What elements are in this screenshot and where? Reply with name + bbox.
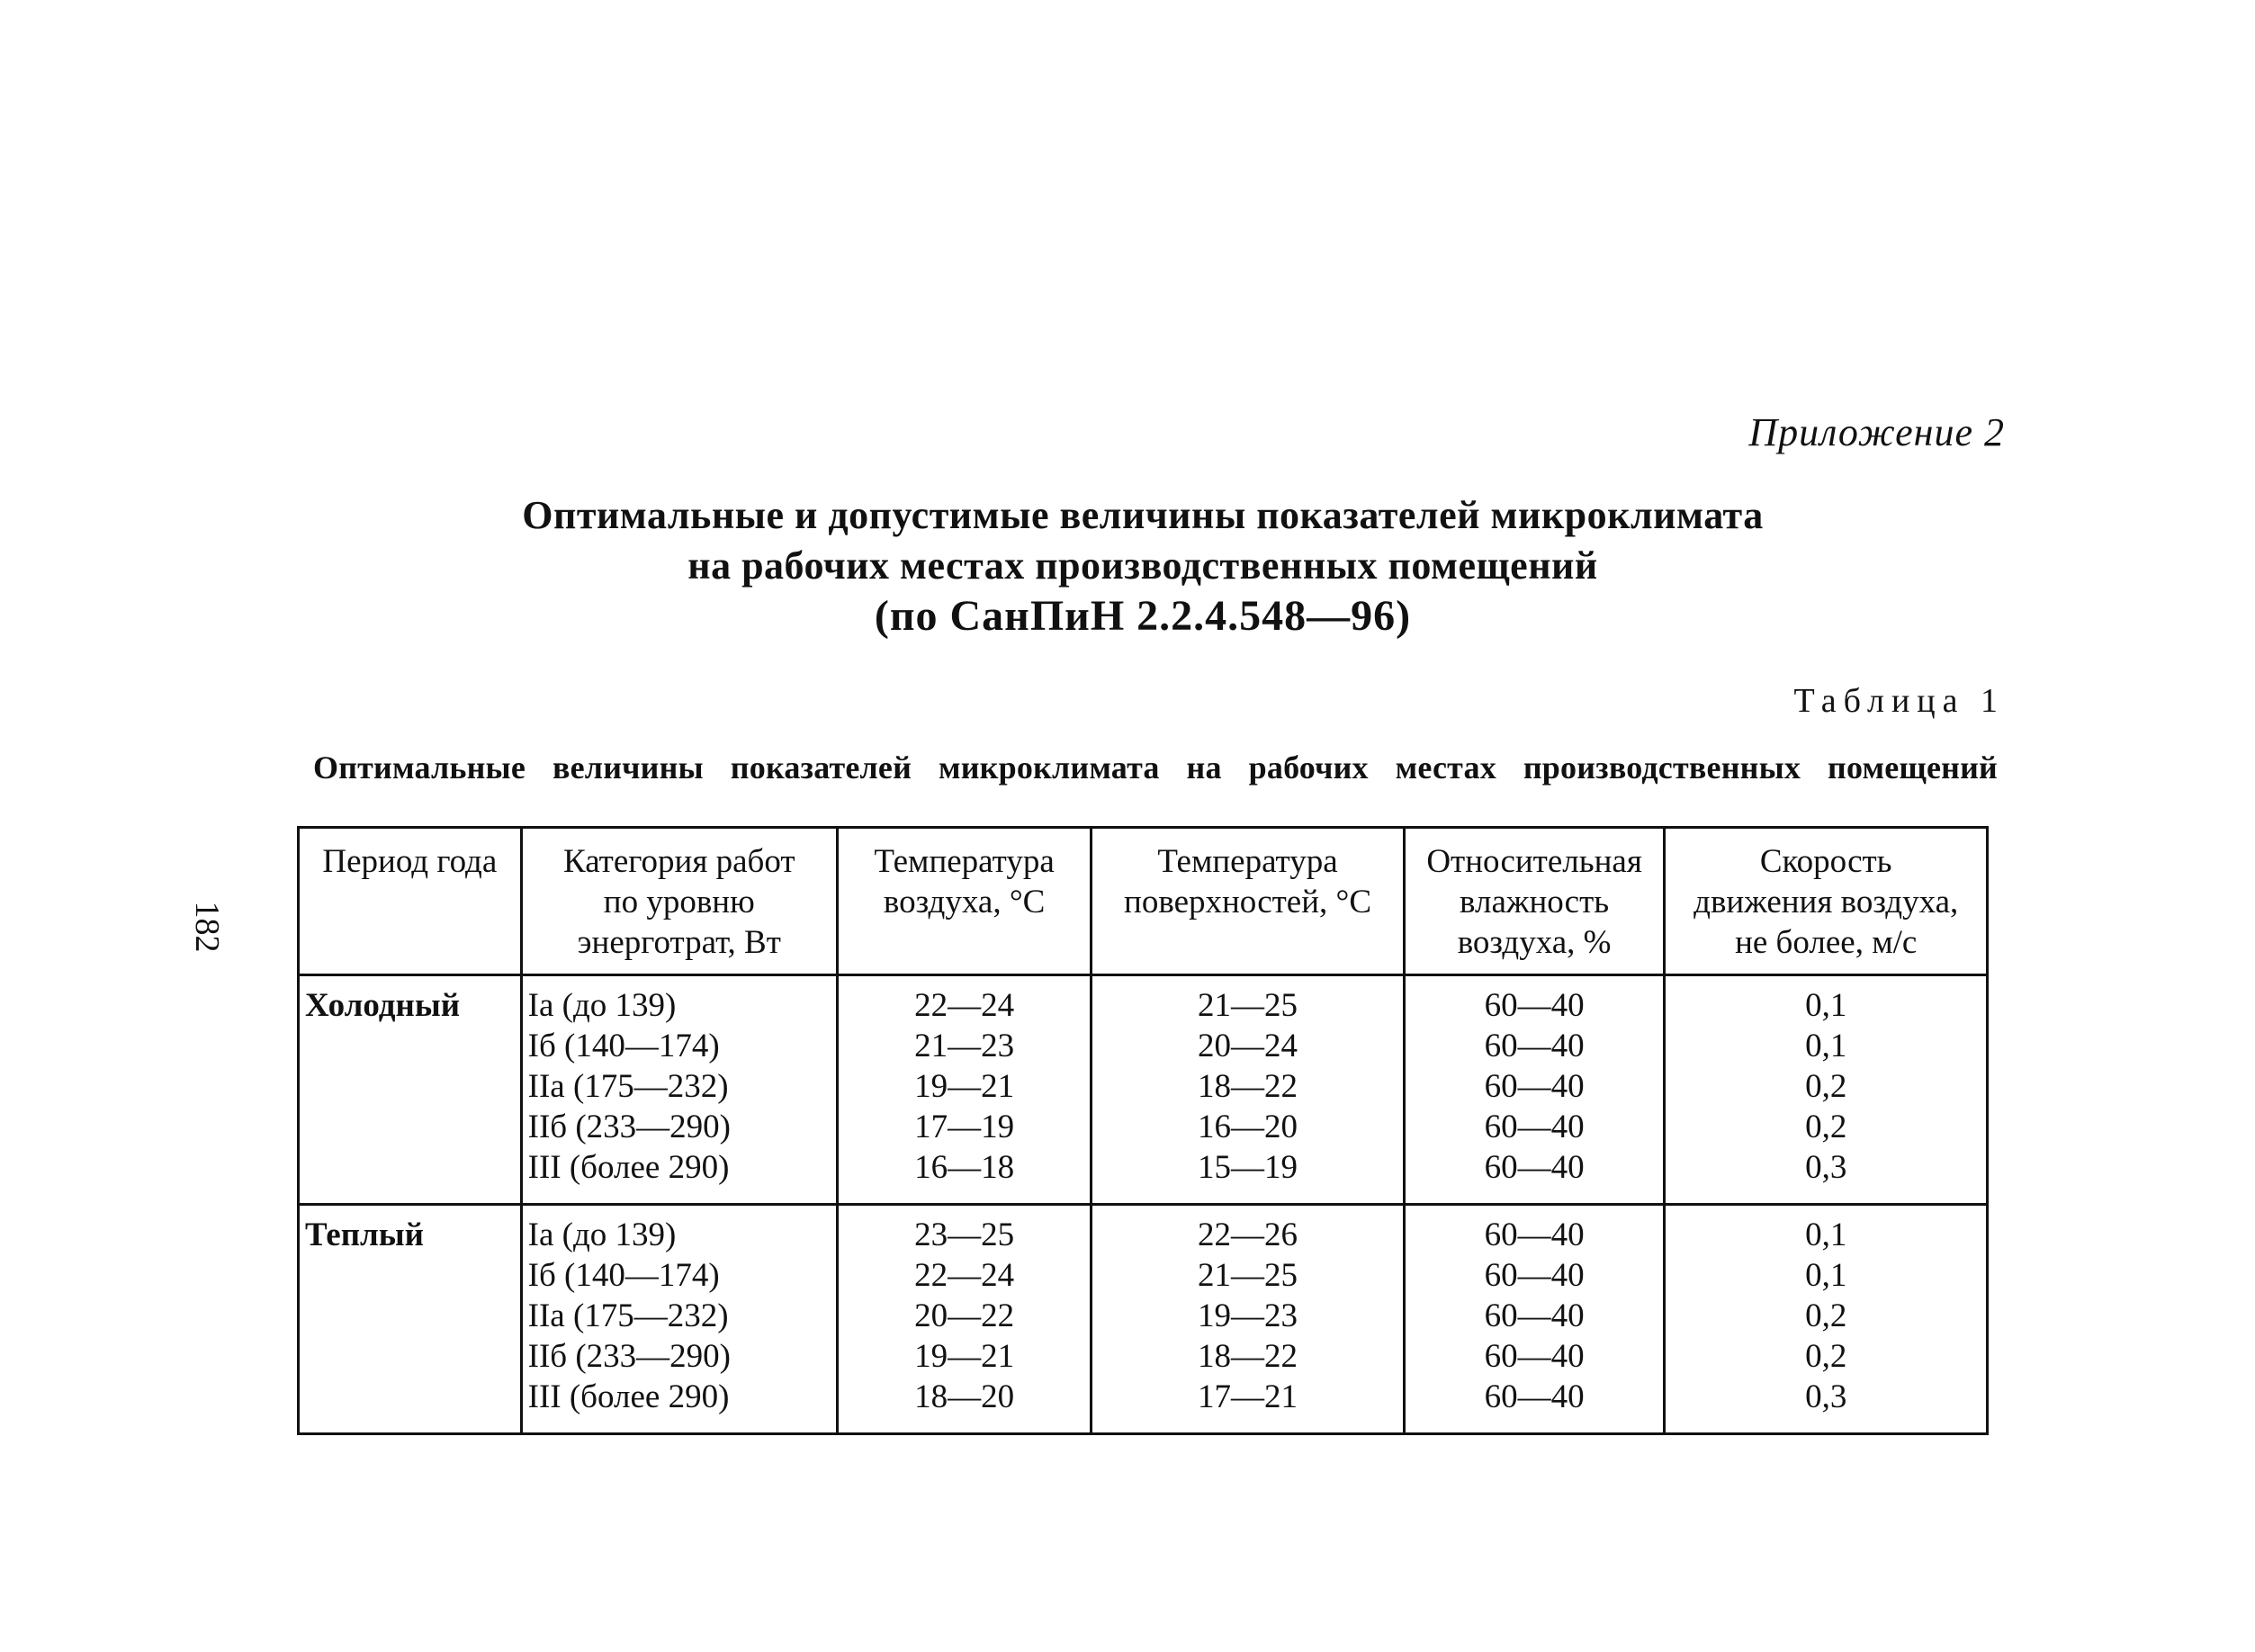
category-value: IIа (175—232) bbox=[527, 1068, 729, 1105]
table-row-cold bbox=[299, 975, 1988, 1205]
surface-temp-value: 21—25 bbox=[1198, 987, 1298, 1024]
microclimate-table bbox=[297, 826, 1989, 1435]
document-title bbox=[360, 490, 1926, 642]
header-category-line: по уровню bbox=[603, 884, 755, 920]
header-air-temp-line: воздуха, °С bbox=[883, 884, 1046, 920]
air-temp-value: 23—25 bbox=[914, 1217, 1015, 1253]
air-speed-value: 0,2 bbox=[1805, 1109, 1847, 1145]
air-temp-value: 19—21 bbox=[914, 1338, 1015, 1375]
title-line-2: на рабочих местах производственных помещений bbox=[687, 543, 1598, 588]
category-value: III (более 290) bbox=[527, 1378, 730, 1415]
air-temp-cell bbox=[837, 975, 1091, 1205]
air-temp-value: 20—22 bbox=[914, 1297, 1015, 1334]
table-row-warm bbox=[299, 1205, 1988, 1434]
title-line-1: Оптимальные и допустимые величины показателей микроклимата bbox=[522, 493, 1764, 537]
table-caption: Оптимальные величины показателей микроклимата на рабочих местах производственных помещений bbox=[313, 750, 1998, 786]
header-surface-temp bbox=[1092, 828, 1404, 975]
air-speed-value: 0,2 bbox=[1805, 1068, 1847, 1105]
category-value: IIб (233—290) bbox=[527, 1109, 732, 1145]
header-category-line: энерготрат, Вт bbox=[577, 924, 781, 961]
air-temp-value: 22—24 bbox=[914, 987, 1015, 1024]
surface-temp-value: 19—23 bbox=[1198, 1297, 1298, 1334]
air-temp-value: 21—23 bbox=[914, 1028, 1015, 1064]
air-speed-value: 0,2 bbox=[1805, 1338, 1847, 1375]
header-period bbox=[299, 828, 522, 975]
header-surface-temp-line: Температура bbox=[1157, 843, 1338, 880]
category-value: Iб (140—174) bbox=[527, 1257, 720, 1294]
surface-temp-value: 20—24 bbox=[1198, 1028, 1298, 1064]
category-value: IIб (233—290) bbox=[527, 1338, 732, 1375]
surface-temp-value: 17—21 bbox=[1198, 1378, 1298, 1415]
surface-temp-value: 16—20 bbox=[1198, 1109, 1298, 1145]
category-cell bbox=[521, 1205, 837, 1434]
humidity-value: 60—40 bbox=[1484, 1378, 1585, 1415]
header-air-speed bbox=[1665, 828, 1988, 975]
table-label: Таблица 1 bbox=[1793, 682, 2005, 720]
air-speed-value: 0,3 bbox=[1805, 1378, 1847, 1415]
surface-temp-value: 21—25 bbox=[1198, 1257, 1298, 1294]
surface-temp-cell bbox=[1092, 975, 1404, 1205]
surface-temp-value: 18—22 bbox=[1198, 1068, 1298, 1105]
humidity-value: 60—40 bbox=[1484, 1257, 1585, 1294]
header-air-speed-line: движения воздуха, bbox=[1693, 884, 1959, 920]
surface-temp-value: 18—22 bbox=[1198, 1338, 1298, 1375]
header-humidity-line: воздуха, % bbox=[1457, 924, 1612, 961]
air-temp-cell bbox=[837, 1205, 1091, 1434]
header-period-line: Период года bbox=[322, 843, 498, 880]
humidity-value: 60—40 bbox=[1484, 1028, 1585, 1064]
humidity-value: 60—40 bbox=[1484, 1149, 1585, 1186]
category-value: III (более 290) bbox=[527, 1149, 730, 1186]
category-value: Iа (до 139) bbox=[527, 1217, 677, 1253]
humidity-cell bbox=[1404, 1205, 1665, 1434]
air-speed-value: 0,1 bbox=[1805, 987, 1847, 1024]
air-temp-value: 22—24 bbox=[914, 1257, 1015, 1294]
air-temp-value: 19—21 bbox=[914, 1068, 1015, 1105]
category-value: Iб (140—174) bbox=[527, 1028, 720, 1064]
air-speed-value: 0,1 bbox=[1805, 1257, 1847, 1294]
title-line-3: (по СанПиН 2.2.4.548—96) bbox=[874, 592, 1412, 640]
humidity-cell bbox=[1404, 975, 1665, 1205]
header-air-temp bbox=[837, 828, 1091, 975]
category-value: IIа (175—232) bbox=[527, 1297, 729, 1334]
header-category-line: Категория работ bbox=[563, 843, 795, 880]
air-speed-cell bbox=[1665, 975, 1988, 1205]
header-category bbox=[521, 828, 837, 975]
humidity-value: 60—40 bbox=[1484, 1297, 1585, 1334]
humidity-value: 60—40 bbox=[1484, 1109, 1585, 1145]
header-humidity-line: Относительная bbox=[1426, 843, 1642, 880]
header-surface-temp-line: поверхностей, °С bbox=[1124, 884, 1372, 920]
table-header-row bbox=[299, 828, 1988, 975]
air-speed-value: 0,1 bbox=[1805, 1217, 1847, 1253]
header-air-temp-line: Температура bbox=[874, 843, 1055, 880]
air-speed-cell bbox=[1665, 1205, 1988, 1434]
humidity-value: 60—40 bbox=[1484, 1338, 1585, 1375]
humidity-value: 60—40 bbox=[1484, 1068, 1585, 1105]
surface-temp-cell bbox=[1092, 1205, 1404, 1434]
air-temp-value: 16—18 bbox=[914, 1149, 1015, 1186]
period-cell: Холодный bbox=[299, 975, 522, 1205]
air-temp-value: 17—19 bbox=[914, 1109, 1015, 1145]
appendix-label: Приложение 2 bbox=[1748, 410, 2005, 454]
air-speed-value: 0,3 bbox=[1805, 1149, 1847, 1186]
surface-temp-value: 15—19 bbox=[1198, 1149, 1298, 1186]
header-air-speed-line: Скорость bbox=[1759, 843, 1892, 880]
humidity-value: 60—40 bbox=[1484, 1217, 1585, 1253]
header-humidity bbox=[1404, 828, 1665, 975]
period-cell: Теплый bbox=[299, 1205, 522, 1434]
header-air-speed-line: не более, м/с bbox=[1735, 924, 1918, 961]
air-speed-value: 0,2 bbox=[1805, 1297, 1847, 1334]
air-temp-value: 18—20 bbox=[914, 1378, 1015, 1415]
surface-temp-value: 22—26 bbox=[1198, 1217, 1298, 1253]
header-humidity-line: влажность bbox=[1460, 884, 1610, 920]
category-value: Iа (до 139) bbox=[527, 987, 677, 1024]
humidity-value: 60—40 bbox=[1484, 987, 1585, 1024]
page-number: 182 bbox=[188, 901, 226, 953]
category-cell bbox=[521, 975, 837, 1205]
air-speed-value: 0,1 bbox=[1805, 1028, 1847, 1064]
